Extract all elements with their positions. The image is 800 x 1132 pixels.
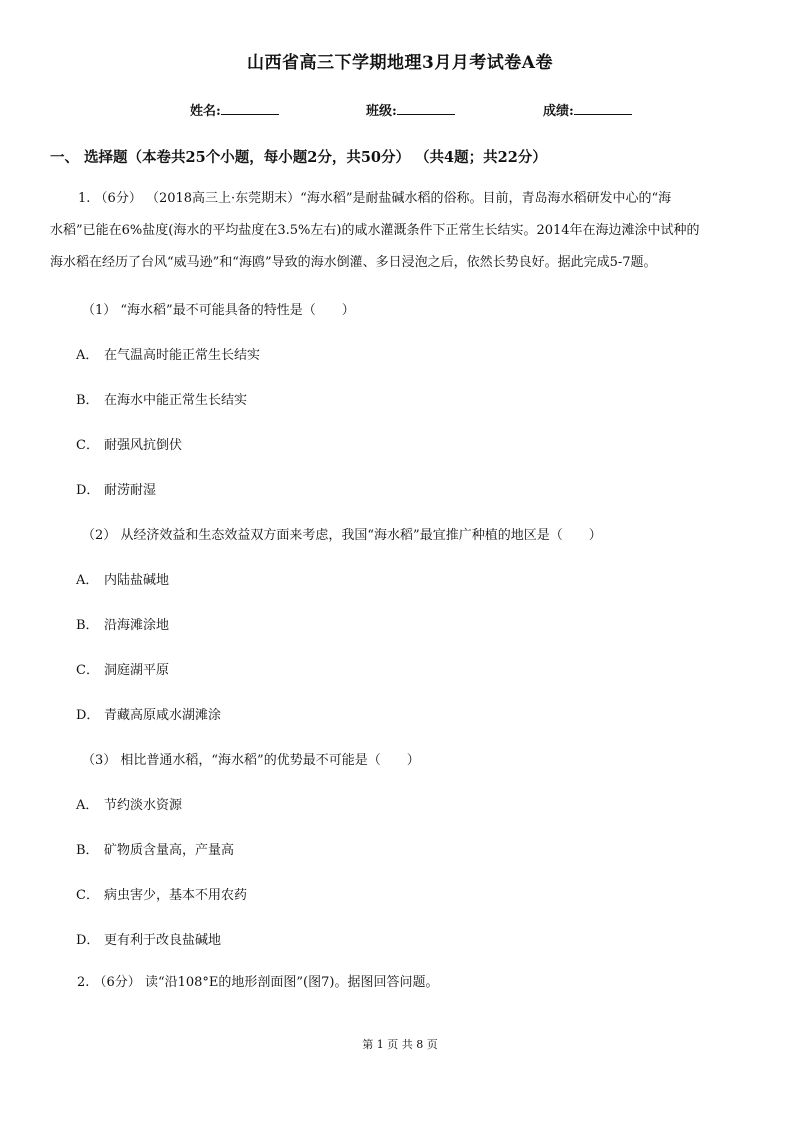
option-b[interactable]: B． 沿海滩涂地: [76, 618, 170, 633]
option-b[interactable]: B． 矿物质含量高，产量高: [76, 843, 235, 858]
page-title: 山西省高三下学期地理3月月考试卷A卷: [246, 53, 554, 73]
option-d[interactable]: D． 更有利于改良盐碱地: [76, 933, 222, 948]
option-a[interactable]: A． 节约淡水资源: [76, 798, 183, 813]
question-1-stem: [50, 183, 755, 279]
score-label: 成绩:: [543, 104, 574, 119]
page-footer: 第 1 页 共 8 页: [362, 1038, 438, 1051]
name-field: [190, 100, 279, 119]
option-d[interactable]: D． 青藏高原咸水湖滩涂: [76, 708, 222, 723]
stem-line: 1. （6分） （2018高三上·东莞期末）“海水稻”是耐盐碱水稻的俗称。目前，青岛海水稻研发中心的“海: [78, 191, 672, 206]
stem-line: 水稻”已能在6%盐度(海水的平均盐度在3.5%左右)的咸水灌溉条件下正常生长结实。2014年在海边滩涂中试种的: [50, 223, 700, 238]
stem-line: 海水稻在经历了台风“威马逊”和“海鸥”导致的海水倒灌、多日浸泡之后，依然长势良好。据此完成5-7题。: [50, 255, 657, 270]
option-c[interactable]: C． 病虫害少，基本不用农药: [76, 888, 248, 903]
score-field: [543, 100, 632, 119]
sub-question-3: （3） 相比普通水稻，“海水稻”的优势最不可能是（ ）: [82, 753, 420, 768]
question-number: 1.: [78, 191, 91, 206]
sub-question-2: （2） 从经济效益和生态效益双方面来考虑，我国“海水稻”最宜推广种植的地区是（ ）: [82, 528, 602, 543]
option-a[interactable]: A． 内陆盐碱地: [76, 573, 170, 588]
class-field: [366, 100, 455, 119]
option-a[interactable]: A． 在气温高时能正常生长结实: [76, 348, 261, 363]
option-c[interactable]: C． 洞庭湖平原: [76, 663, 170, 678]
score-blank: [574, 102, 632, 115]
section-heading: 一、 选择题（本卷共25个小题，每小题2分，共50分） （共4题；共22分）: [50, 149, 547, 166]
option-c[interactable]: C． 耐强风抗倒伏: [76, 438, 183, 453]
class-label: 班级:: [366, 104, 397, 119]
class-blank: [397, 102, 455, 115]
option-d[interactable]: D． 耐涝耐湿: [76, 483, 157, 498]
name-label: 姓名:: [190, 104, 221, 119]
option-b[interactable]: B． 在海水中能正常生长结实: [76, 393, 248, 408]
name-blank: [221, 102, 279, 115]
sub-question-1: （1） “海水稻”最不可能具备的特性是（ ）: [82, 303, 355, 318]
question-2-stem: 2. （6分） 读“沿108°E的地形剖面图”(图7)。据图回答问题。: [77, 975, 439, 990]
